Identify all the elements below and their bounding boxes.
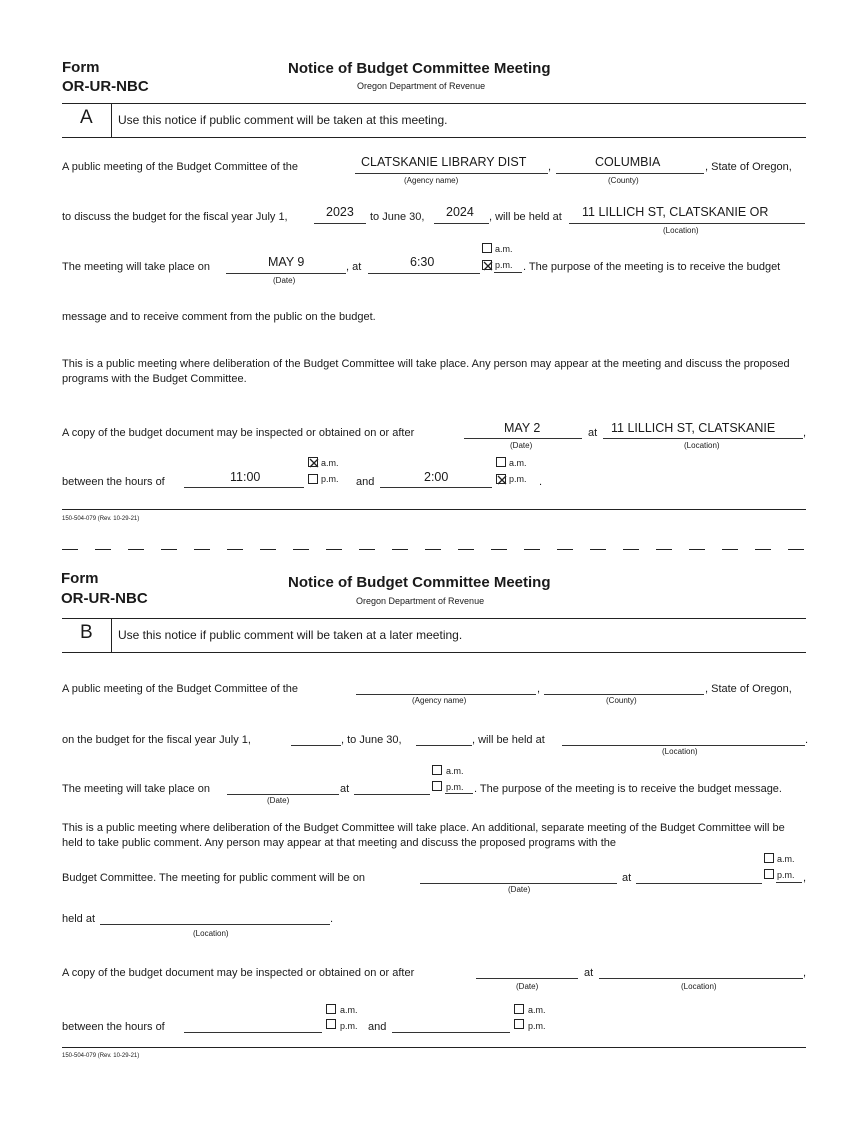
divider xyxy=(62,103,806,104)
pm-checkbox[interactable] xyxy=(308,474,318,484)
location-caption: (Location) xyxy=(684,441,720,450)
paragraph: This is a public meeting where deliberation of the Budget Committee will take place. An additional, separate meeting of the Budget Committee will be held to take public comment. Any person may appear at that meeting and discuss the proposed programs with the xyxy=(62,822,785,849)
pm-label: p.m. xyxy=(446,782,464,792)
am-checkbox[interactable] xyxy=(764,853,774,863)
pm-checkbox[interactable] xyxy=(514,1019,524,1029)
section-label: Use this notice if public comment will be taken at this meeting. xyxy=(118,113,448,127)
pm-checkbox-checked[interactable] xyxy=(496,474,506,484)
pm-checkbox[interactable] xyxy=(432,781,442,791)
am-label: a.m. xyxy=(528,1005,546,1015)
county-field[interactable]: COLUMBIA xyxy=(595,155,661,169)
meeting-date-field[interactable]: MAY 9 xyxy=(268,255,305,269)
paragraph: This is a public meeting where deliberation of the Budget Committee will take place. Any person may appear at the meeting and discuss the proposed programs with the Budget Committee. xyxy=(62,358,790,385)
copy-date-field[interactable] xyxy=(476,978,578,979)
am-label: a.m. xyxy=(321,458,339,468)
am-label: a.m. xyxy=(509,458,527,468)
form-subtitle: Oregon Department of Revenue xyxy=(357,81,486,91)
date-caption: (Date) xyxy=(510,441,533,450)
am-checkbox-checked[interactable] xyxy=(308,457,318,467)
agency-name-field[interactable] xyxy=(356,694,536,695)
section-letter: A xyxy=(80,107,93,128)
fiscal-start-field[interactable]: 2023 xyxy=(326,205,354,219)
pm-label: p.m. xyxy=(528,1021,546,1031)
line3-prefix: The meeting will take place on xyxy=(62,261,210,273)
underline xyxy=(556,173,704,174)
hour-end-field[interactable] xyxy=(392,1032,510,1033)
am-checkbox[interactable] xyxy=(482,243,492,253)
divider xyxy=(62,509,806,510)
underline xyxy=(464,438,582,439)
hour-end-field[interactable]: 2:00 xyxy=(424,470,449,484)
line4-text: message and to receive comment from the public on the budget. xyxy=(62,311,376,323)
underline xyxy=(434,223,489,224)
form-title: Notice of Budget Committee Meeting xyxy=(288,574,551,591)
underline xyxy=(445,793,473,794)
held-at: , will be held at xyxy=(489,211,562,223)
am-label: a.m. xyxy=(777,854,795,864)
copy-at: at xyxy=(588,427,598,439)
comment-time-field[interactable] xyxy=(636,883,762,884)
am-label: a.m. xyxy=(495,244,513,254)
pm-label: p.m. xyxy=(321,474,339,484)
to-june: , to June 30, xyxy=(341,734,402,746)
divider xyxy=(62,618,806,619)
am-label: a.m. xyxy=(340,1005,358,1015)
hour-start-field[interactable]: 11:00 xyxy=(230,470,261,484)
purpose-text: . The purpose of the meeting is to receive the budget xyxy=(523,261,781,273)
am-checkbox[interactable] xyxy=(514,1004,524,1014)
location-caption: (Location) xyxy=(662,747,698,756)
am-checkbox[interactable] xyxy=(432,765,442,775)
agency-caption: (Agency name) xyxy=(412,696,467,705)
fiscal-end-field[interactable] xyxy=(416,745,472,746)
underline xyxy=(494,272,522,273)
hour-start-field[interactable] xyxy=(184,1032,322,1033)
line2-prefix: to discuss the budget for the fiscal year July 1, xyxy=(62,211,288,223)
held-at: , will be held at xyxy=(472,734,545,746)
county-caption: (County) xyxy=(608,176,639,185)
date-caption: (Date) xyxy=(516,982,539,991)
underline xyxy=(776,882,802,883)
agency-name-field[interactable]: CLATSKANIE LIBRARY DIST xyxy=(361,155,527,169)
to-june: to June 30, xyxy=(370,211,425,223)
copy-prefix: A copy of the budget document may be inspected or obtained on or after xyxy=(62,427,415,439)
and-label: and xyxy=(356,476,375,488)
fiscal-end-field[interactable]: 2024 xyxy=(446,205,474,219)
pm-label: p.m. xyxy=(340,1021,358,1031)
line1-prefix: A public meeting of the Budget Committee of the xyxy=(62,683,299,695)
form-subtitle: Oregon Department of Revenue xyxy=(356,596,485,606)
pm-checkbox[interactable] xyxy=(764,869,774,879)
fiscal-start-field[interactable] xyxy=(291,745,341,746)
form-code: OR-UR-NBC xyxy=(61,590,148,607)
comment-date-field[interactable] xyxy=(420,883,617,884)
held-at-line: held at xyxy=(62,913,96,925)
at-label: , at xyxy=(346,261,362,273)
state-suffix: , State of Oregon, xyxy=(705,161,792,173)
divider xyxy=(111,103,112,137)
and-label: and xyxy=(368,1021,387,1033)
date-caption: (Date) xyxy=(508,885,531,894)
form-code: OR-UR-NBC xyxy=(62,78,149,95)
line2-prefix: on the budget for the fiscal year July 1, xyxy=(62,734,251,746)
copy-at: at xyxy=(584,967,594,979)
underline xyxy=(380,487,492,488)
purpose-text: . The purpose of the meeting is to receive the budget message. xyxy=(474,783,782,795)
form-label: Form xyxy=(62,59,100,76)
between-hours: between the hours of xyxy=(62,476,165,488)
underline xyxy=(355,173,548,174)
date-caption: (Date) xyxy=(273,276,296,285)
at-label: at xyxy=(622,872,632,884)
underline xyxy=(368,273,480,274)
held-location-field[interactable] xyxy=(100,924,330,925)
location-field[interactable] xyxy=(562,745,805,746)
underline xyxy=(603,438,803,439)
date-caption: (Date) xyxy=(267,796,290,805)
form-number: 150-504-079 (Rev. 10-29-21) xyxy=(62,516,140,522)
pm-label: p.m. xyxy=(495,260,513,270)
copy-prefix: A copy of the budget document may be inspected or obtained on or after xyxy=(62,967,415,979)
pm-checkbox[interactable] xyxy=(326,1019,336,1029)
county-caption: (County) xyxy=(606,696,637,705)
meeting-time-field[interactable]: 6:30 xyxy=(410,255,435,269)
divider xyxy=(62,1047,806,1048)
meeting-time-field[interactable] xyxy=(354,794,430,795)
pm-label: p.m. xyxy=(509,474,527,484)
location-caption: (Location) xyxy=(681,982,717,991)
section-letter: B xyxy=(80,622,93,643)
form-title: Notice of Budget Committee Meeting xyxy=(288,60,551,77)
underline xyxy=(226,273,346,274)
meeting-date-field[interactable] xyxy=(227,794,339,795)
between-hours: between the hours of xyxy=(62,1021,165,1033)
underline xyxy=(314,223,366,224)
form-number: 150-504-079 (Rev. 10-29-21) xyxy=(62,1053,140,1059)
underline xyxy=(184,487,304,488)
pm-checkbox-checked[interactable] xyxy=(482,260,492,270)
copy-location-field[interactable] xyxy=(599,978,803,979)
line1-prefix: A public meeting of the Budget Committee of the xyxy=(62,161,299,173)
underline xyxy=(569,223,805,224)
county-field[interactable] xyxy=(544,694,704,695)
form-label: Form xyxy=(61,570,99,587)
at-label: at xyxy=(340,783,350,795)
line3-prefix: The meeting will take place on xyxy=(62,783,210,795)
am-checkbox[interactable] xyxy=(326,1004,336,1014)
section-label: Use this notice if public comment will be taken at a later meeting. xyxy=(118,628,463,642)
am-checkbox[interactable] xyxy=(496,457,506,467)
location-field[interactable]: 11 LILLICH ST, CLATSKANIE OR xyxy=(582,205,769,219)
pm-label: p.m. xyxy=(777,870,795,880)
location-caption: (Location) xyxy=(663,226,699,235)
location-caption: (Location) xyxy=(193,929,229,938)
copy-location-field[interactable]: 11 LILLICH ST, CLATSKANIE xyxy=(611,421,776,435)
divider xyxy=(62,137,806,138)
divider xyxy=(111,618,112,652)
agency-caption: (Agency name) xyxy=(404,176,459,185)
comment-line: Budget Committee. The meeting for public comment will be on xyxy=(62,872,366,884)
divider xyxy=(62,652,806,653)
am-label: a.m. xyxy=(446,766,464,776)
copy-date-field[interactable]: MAY 2 xyxy=(504,421,541,435)
state-suffix: , State of Oregon, xyxy=(705,683,792,695)
